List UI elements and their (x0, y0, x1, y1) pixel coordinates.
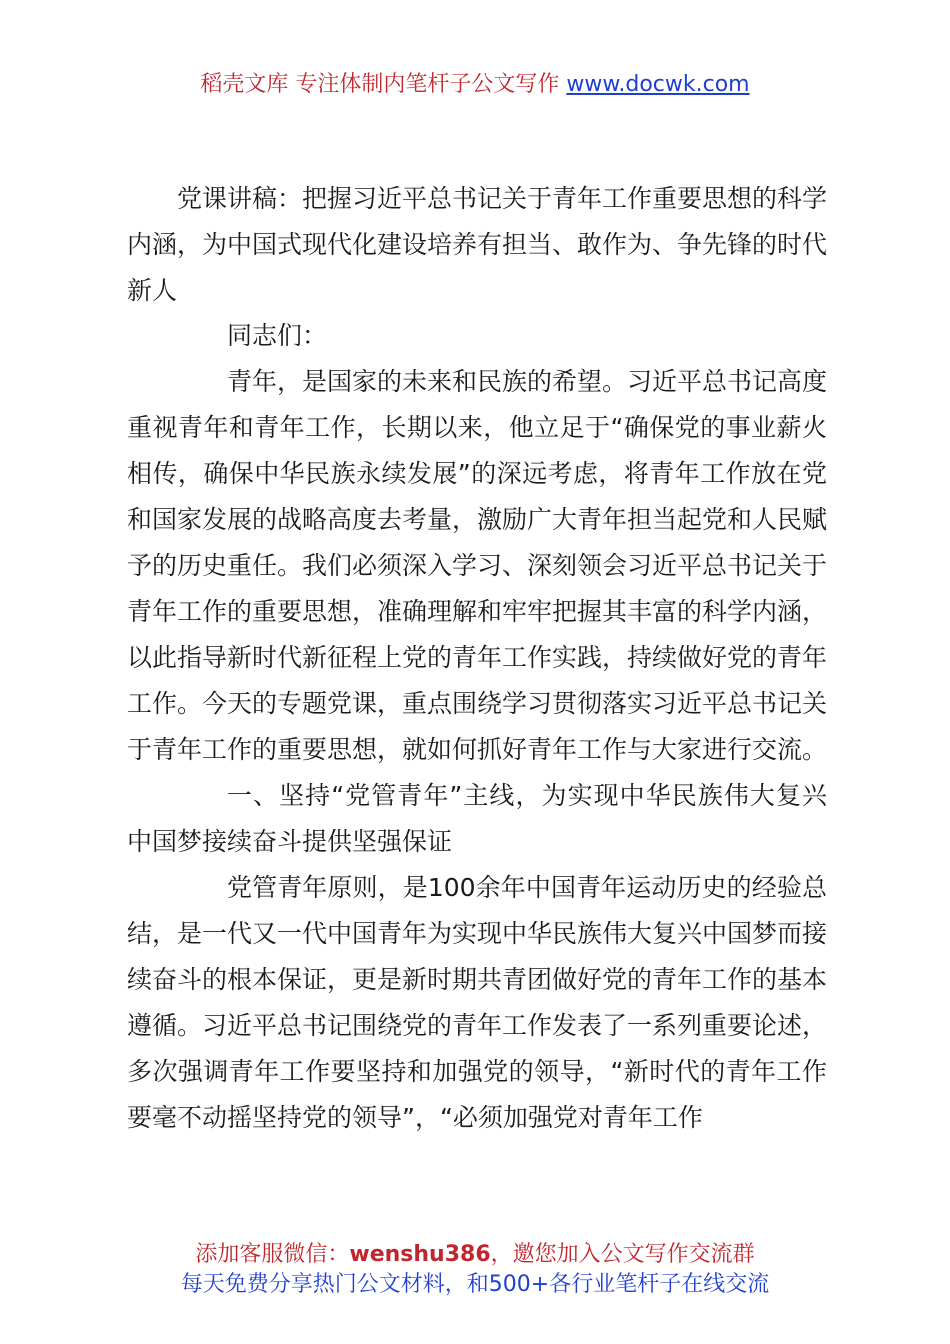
page-footer (0, 1240, 950, 1300)
footer-contact-line (0, 1240, 950, 1270)
header-site-name: 稻壳文库 专注体制内笔杆子公文写作 (200, 72, 560, 97)
footer-wechat-id: wenshu386 (349, 1242, 491, 1267)
section-heading-1: 一、坚持“党管青年”主线，为实现中华民族伟大复兴中国梦接续奋斗提供坚强保证 (127, 781, 827, 856)
footer-contact-prefix: 添加客服微信： (195, 1242, 350, 1267)
document-body (127, 313, 827, 1141)
header-url-link[interactable]: www.docwk.com (566, 72, 750, 97)
body-paragraph: 青年，是国家的未来和民族的希望。习近平总书记高度重视青年和青年工作，长期以来，他立足于“确保党的事业薪火相传，确保中华民族永续发展”的深远考虑，将青年工作放在党和国家发展的战略高度去考量，激励广大青年担当起党和人民赋予的历史重任。我们必须深入学习、深刻领会习近平总书记关于青年工作的重要思想，准确理解和牢牢把握其丰富的科学内涵，以此指导新时代新征程上党的青年工作实践，持续做好党的青年工作。今天的专题党课，重点围绕学习贯彻落实习近平总书记关于青年工作的重要思想，就如何抓好青年工作与大家进行交流。 (127, 367, 828, 764)
document-title: 党课讲稿：把握习近平总书记关于青年工作重要思想的科学内涵，为中国式现代化建设培养有担当、敢作为、争先锋的时代新人 (127, 184, 828, 305)
body-paragraph: 党管青年原则，是100余年中国青年运动历史的经验总结，是一代又一代中国青年为实现中华民族伟大复兴中国梦而接续奋斗的根本保证，更是新时期共青团做好党的青年工作的基本遵循。习近平总书记围绕党的青年工作发表了一系列重要论述，多次强调青年工作要坚持和加强党的领导，“新时代的青年工作要毫不动摇坚持党的领导”，“必须加强党对青年工作 (127, 873, 828, 1132)
footer-promo-line: 每天免费分享热门公文材料，和500+各行业笔杆子在线交流 (180, 1272, 770, 1297)
salutation-paragraph: 同志们： (227, 321, 328, 350)
page-header (0, 70, 950, 100)
footer-contact-suffix: ，邀您加入公文写作交流群 (490, 1242, 755, 1267)
